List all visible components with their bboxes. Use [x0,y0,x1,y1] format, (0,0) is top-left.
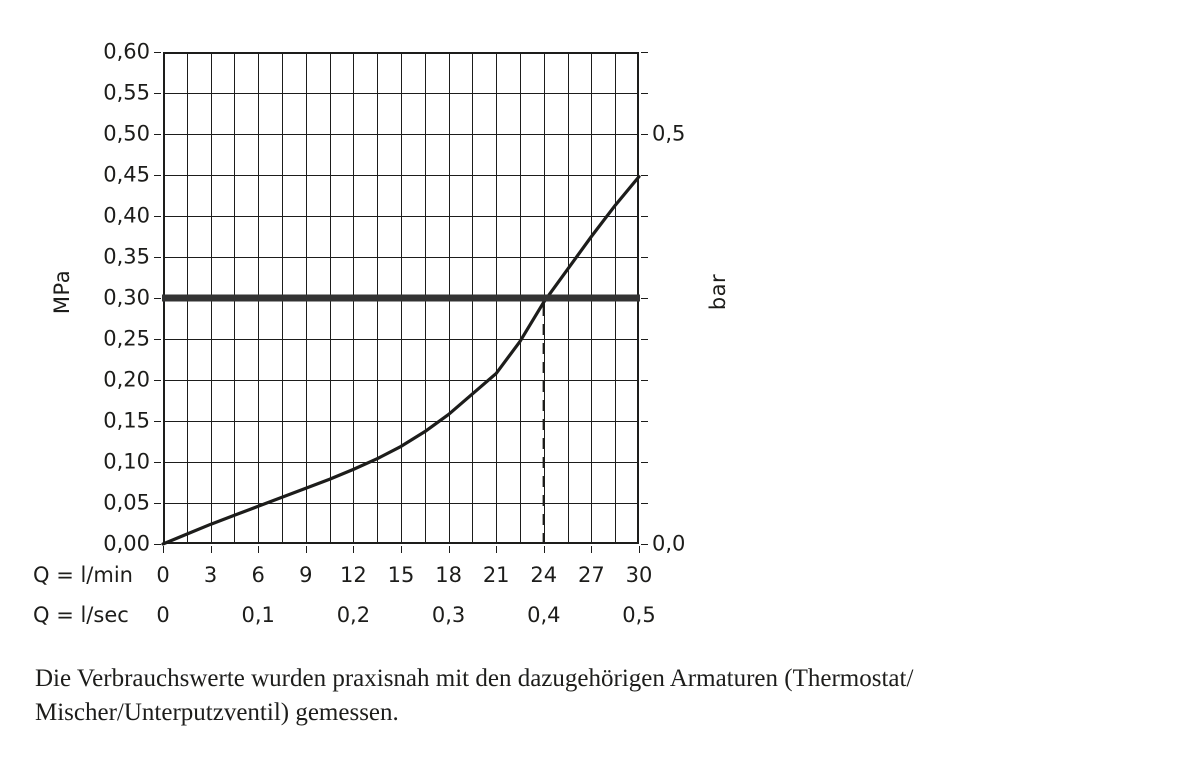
y-tick-label-left: 0,05 [103,490,150,515]
y-tick-mark-right [641,52,648,53]
y-tick-label-left: 0,55 [103,80,150,105]
x-tick-label-lmin: 21 [482,563,510,587]
y-tick-label-left: 0,20 [103,367,150,392]
y-tick-mark-right [641,257,648,258]
y-tick-label-left: 0,60 [103,39,150,64]
pressure-loss-curve [163,177,639,544]
x-tick-label-lsec: 0,1 [241,603,275,627]
x-tick-label-lsec: 0,5 [622,603,656,627]
y-tick-mark-right [641,93,648,94]
x-tick-mark [449,546,450,553]
y-tick-mark-right [641,380,648,381]
x-tick-mark [639,546,640,553]
y-tick-mark-left [154,503,161,504]
series-layer [163,52,639,544]
y-axis-right-title: bar [706,273,731,311]
x-axis-row2-title: Q = l/sec [33,603,129,627]
y-tick-mark-right [641,544,648,545]
y-tick-mark-left [154,175,161,176]
y-tick-mark-right [641,175,648,176]
x-tick-mark [306,546,307,553]
y-tick-mark-right [641,298,648,299]
y-tick-mark-left [154,421,161,422]
y-tick-label-left: 0,15 [103,408,150,433]
x-tick-mark [211,546,212,553]
y-tick-label-left: 0,35 [103,244,150,269]
y-tick-mark-left [154,339,161,340]
y-axis-left-title: MPa [50,269,75,315]
y-tick-mark-left [154,216,161,217]
y-axis-right-ticks [652,52,730,556]
x-tick-label-lsec: 0,3 [431,603,466,627]
y-tick-label-left: 0,00 [103,531,150,556]
y-tick-mark-left [154,380,161,381]
x-tick-label-lmin: 30 [625,563,653,587]
x-axis-row1-ticks [0,562,1200,588]
x-tick-label-lmin: 9 [299,563,313,587]
y-tick-label-left: 0,45 [103,162,150,187]
y-tick-label-right: 0,5 [652,121,686,146]
x-tick-mark [258,546,259,553]
y-tick-label-left: 0,25 [103,326,150,351]
y-tick-mark-left [154,52,161,53]
x-axis-row2-ticks [0,602,1200,628]
x-tick-mark [401,546,402,553]
x-tick-mark [591,546,592,553]
x-tick-mark [496,546,497,553]
x-tick-label-lmin: 24 [530,563,558,587]
x-tick-mark [544,546,545,553]
x-tick-mark [353,546,354,553]
x-tick-label-lmin: 18 [435,563,462,587]
x-tick-label-lsec: 0 [156,603,170,627]
x-tick-label-lmin: 6 [251,563,265,587]
x-tick-label-lmin: 27 [578,563,605,587]
y-tick-label-left: 0,10 [103,449,150,474]
y-tick-mark-right [641,503,648,504]
x-tick-label-lmin: 0 [156,563,170,587]
caption-line-1: Die Verbrauchswerte wurden praxisnah mit den dazugehörigen Armaturen (Thermostat/ [35,665,914,692]
y-tick-mark-left [154,298,161,299]
x-axis-row1-title: Q = l/min [33,563,133,587]
figure-caption [35,662,1165,730]
x-tick-label-lmin: 3 [203,563,218,587]
caption-line-2: Mischer/Unterputzventil) gemessen. [35,699,399,726]
x-tick-label-lmin: 12 [340,563,367,587]
y-tick-mark-left [154,544,161,545]
y-tick-mark-right [641,339,648,340]
y-tick-mark-right [641,216,648,217]
y-tick-label-left: 0,30 [103,285,150,310]
y-tick-mark-left [154,93,161,94]
y-axis-left-ticks [72,39,150,556]
y-tick-mark-left [154,257,161,258]
y-tick-label-right: 0,0 [652,531,686,556]
x-tick-mark [163,546,164,553]
y-tick-mark-left [154,134,161,135]
y-tick-label-left: 0,40 [103,203,150,228]
y-tick-mark-right [641,421,648,422]
y-tick-mark-left [154,462,161,463]
y-tick-label-left: 0,50 [103,121,150,146]
y-tick-mark-right [641,134,648,135]
plot-area [163,52,639,544]
x-tick-label-lsec: 0,2 [336,603,371,627]
x-tick-label-lsec: 0,4 [527,603,561,627]
y-tick-mark-right [641,462,648,463]
x-tick-label-lmin: 15 [387,563,415,587]
